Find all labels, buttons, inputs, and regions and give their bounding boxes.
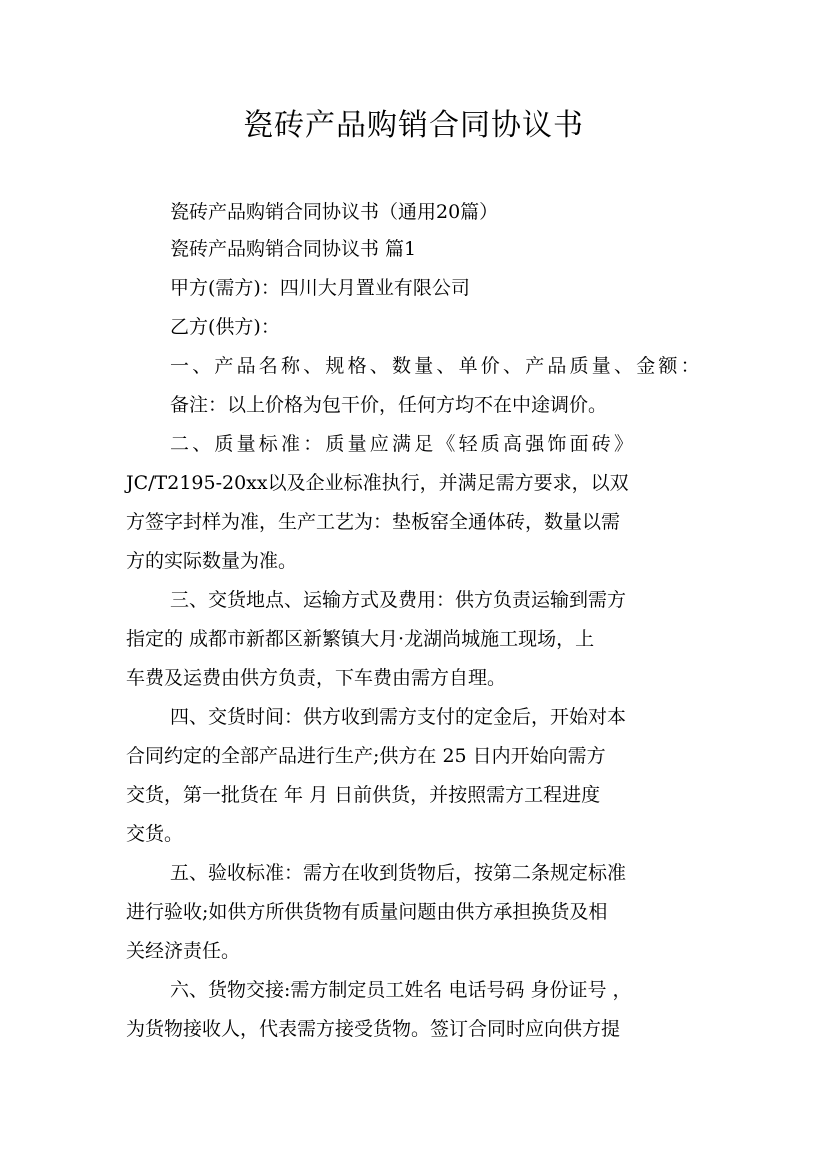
clause-6-line: 为货物接收人，代表需方接受货物。签订合同时应向供方提 — [126, 1018, 621, 1040]
clause-2-line: 方的实际数量为准。 — [126, 550, 298, 572]
clause-3-line: 指定的 成都市新都区新繁镇大月·龙湖尚城施工现场，上 — [126, 628, 595, 650]
clause-2-line: 方签字封样为准，生产工艺为：垫板窑全通体砖，数量以需 — [126, 511, 621, 533]
party-b-line: 乙方(供方)： — [170, 316, 280, 338]
clause-4-line: 交货，第一批货在 年 月 日前供货，并按照需方工程进度 — [126, 784, 601, 806]
party-a-line: 甲方(需方)：四川大月置业有限公司 — [170, 277, 470, 299]
clause-2-line: 二、质量标准：质量应满足《轻质高强饰面砖》 — [170, 433, 637, 455]
clause-4-line: 四、交货时间：供方收到需方支付的定金后，开始对本 — [170, 706, 627, 728]
clause-6-line: 六、货物交接:需方制定员工姓名 电话号码 身份证号 ， — [170, 979, 632, 1001]
clause-3-line: 三、交货地点、运输方式及费用：供方负责运输到需方 — [170, 589, 627, 611]
clause-3-line: 车费及运费由供方负责，下车费由需方自理。 — [126, 667, 507, 689]
clause-1-line: 一、产品名称、规格、数量、单价、产品质量、金额： — [170, 355, 703, 377]
remark-line: 备注：以上价格为包干价，任何方均不在中途调价。 — [170, 394, 608, 416]
clause-4-line: 交货。 — [126, 823, 184, 845]
document-title: 瓷砖产品购销合同协议书 — [243, 108, 584, 143]
clause-2-line: JC/T2195-20xx以及企业标准执行，并满足需方要求，以双 — [126, 472, 629, 494]
clause-5-line: 五、验收标准：需方在收到货物后，按第二条规定标准 — [170, 862, 627, 884]
doc-subtitle: 瓷砖产品购销合同协议书（通用20篇） — [170, 201, 499, 223]
clause-5-line: 进行验收;如供方所供货物有质量问题由供方承担换货及相 — [126, 901, 608, 923]
clause-4-line: 合同约定的全部产品进行生产;供方在 25 日内开始向需方 — [126, 745, 606, 767]
clause-5-line: 关经济责任。 — [126, 940, 241, 962]
section-heading: 瓷砖产品购销合同协议书 篇1 — [170, 238, 417, 260]
